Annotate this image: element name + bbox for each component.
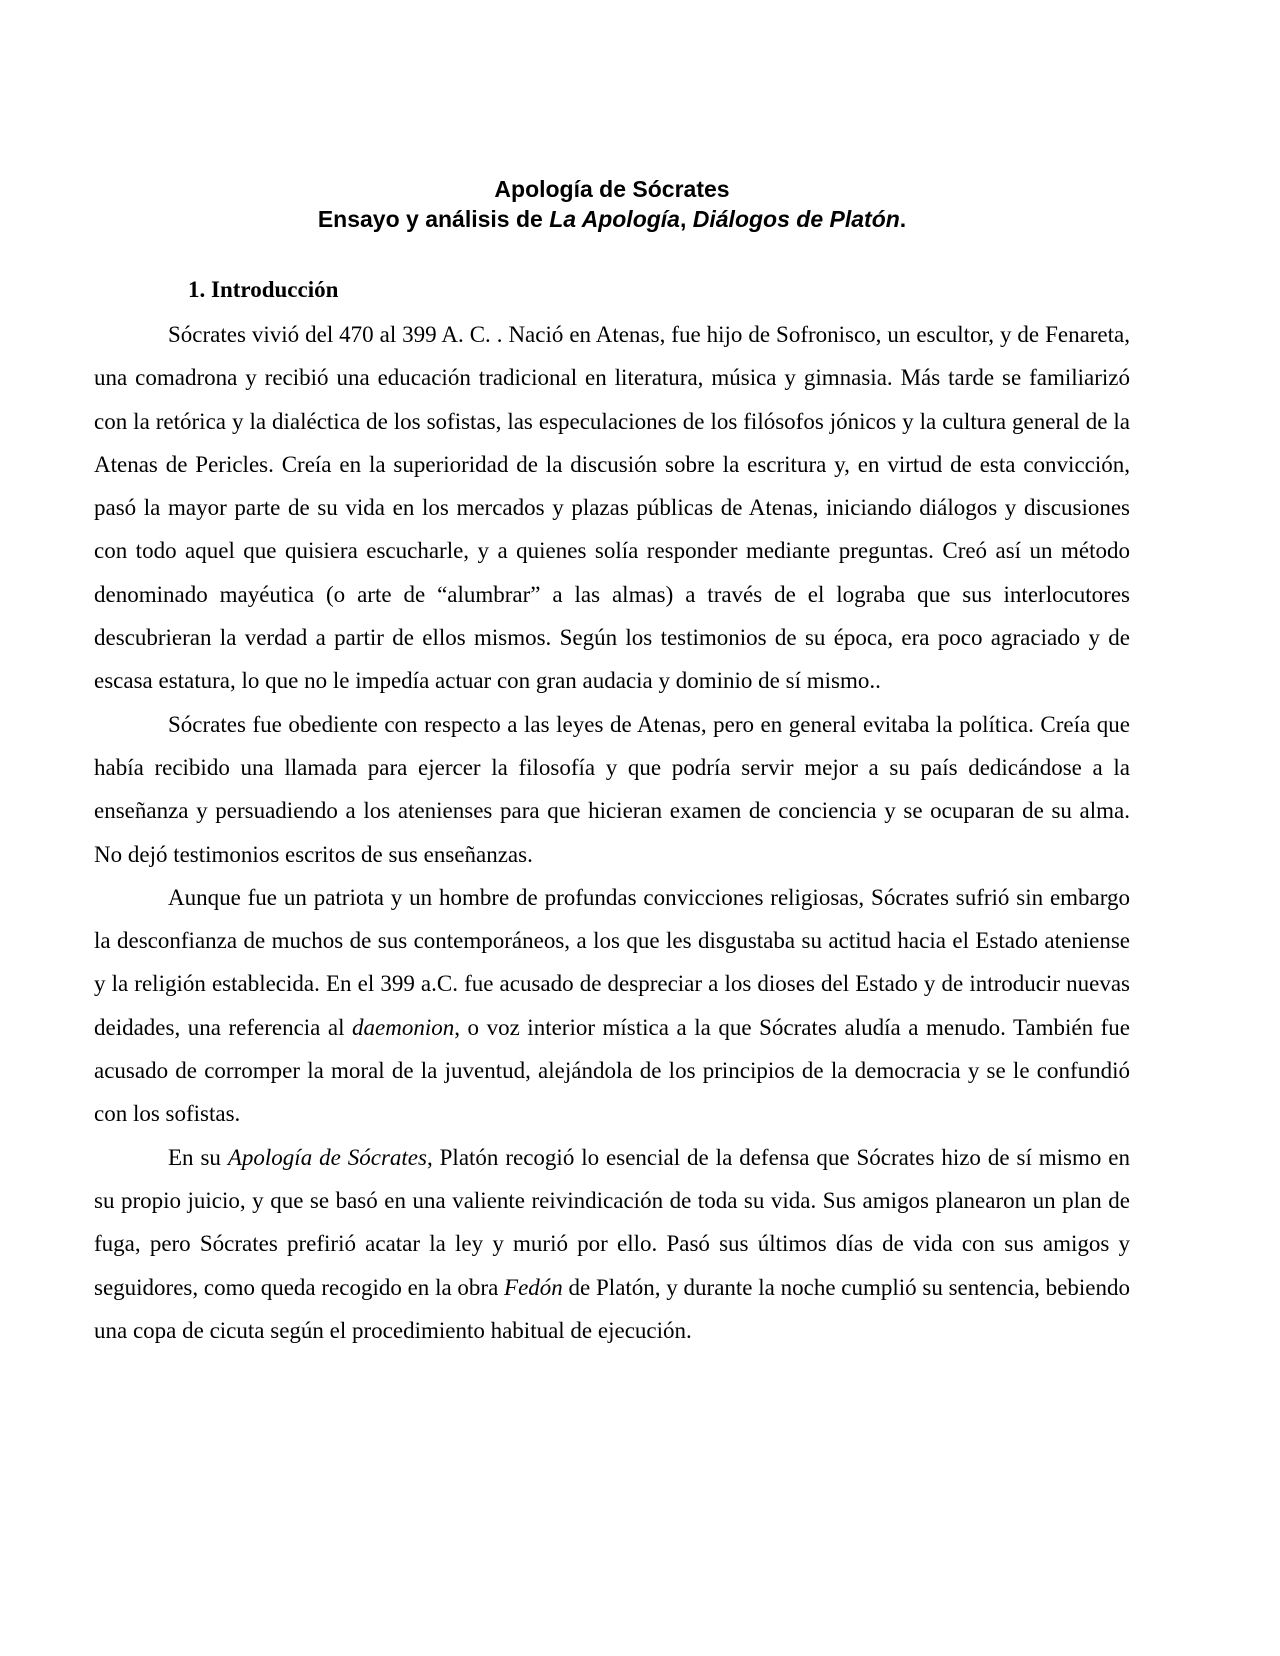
paragraph-3 <box>94 876 1130 1136</box>
subtitle-separator: , <box>679 206 693 232</box>
paragraph-2: Sócrates fue obediente con respecto a las leyes de Atenas, pero en general evitaba la política. Creía que había recibido una llamada para ejercer la filosofía y que podría servir mejor a su país dedicándose a la enseñanza y persuadiendo a los atenienses para que hicieran examen de conciencia y se ocuparan de su alma. No dejó testimonios escritos de sus enseñanzas. <box>94 711 1130 867</box>
subtitle-end: . <box>899 206 907 232</box>
subtitle-work: La Apología <box>549 206 680 232</box>
paragraph-4 <box>94 1136 1130 1352</box>
paragraph-1: Sócrates vivió del 470 al 399 A. C. . Nació en Atenas, fue hijo de Sofronisco, un escultor, y de Fenareta, una comadrona y recibió una educación tradicional en literatura, música y gimnasia. Más tarde se familiarizó con la retórica y la dialéctica de los sofistas, las especulaciones de los filósofos jónicos y la cultura general de la Atenas de Pericles. Creía en la superioridad de la discusión sobre la escritura y, en virtud de esta convicción, pasó la mayor parte de su vida en los mercados y plazas públicas de Atenas, iniciando diálogos y discusiones con todo aquel que quisiera escucharle, y a quienes solía responder mediante preguntas. Creó así un método denominado mayéutica (o arte de “alumbrar” a las almas) a través de el lograba que sus interlocutores descubrieran la verdad a partir de ellos mismos. Según los testimonios de su época, era poco agraciado y de escasa estatura, lo que no le impedía actuar con gran audacia y dominio de sí mismo.. <box>94 322 1130 694</box>
paragraph-4-text-b: , Platón recogió lo esencial de la defensa que Sócrates hizo de sí mismo en su propio juicio, y que se basó en una valiente reivindicación de toda su vida. Sus amigos planearon un plan de fuga, pero Sócrates prefirió acatar la ley y murió por ello. Pasó sus últimos días de vida con sus amigos y seguidores, como queda recogido en la obra <box>94 1144 1131 1300</box>
paragraph-3-text-b: , o voz interior mística a la que Sócrates aludía a menudo. También fue acusado de corromper la moral de la juventud, alejándola de los principios de la democracia y se le confundió con los sofistas. <box>94 1014 1130 1127</box>
paragraph-4-text-a: En su <box>168 1144 228 1170</box>
subtitle-prefix: Ensayo y análisis de <box>317 206 550 232</box>
section-heading: 1. Introducción <box>188 277 339 302</box>
paragraph-4-italic-1: Apología de Sócrates <box>227 1144 427 1170</box>
paragraph-3-text-a: Aunque fue un patriota y un hombre de profundas convicciones religiosas, Sócrates sufrió sin embargo la desconfianza de muchos de sus contemporáneos, a los que les disgustaba su actitud hacia el Estado ateniense y la religión establecida. En el 399 a.C. fue acusado de despreciar a los dioses del Estado y de introducir nuevas deidades, una referencia al <box>94 884 1130 1040</box>
paragraph-4-text-c: de Platón, y durante la noche cumplió su sentencia, bebiendo una copa de cicuta según el procedimiento habitual de ejecución. <box>94 1274 1130 1343</box>
title-block <box>94 174 1130 234</box>
body-text <box>94 313 1130 1352</box>
paragraph-3-italic: daemonion <box>352 1014 455 1040</box>
document-title: Apología de Sócrates <box>494 176 730 202</box>
paragraph-4-italic-2: Fedón <box>504 1274 563 1300</box>
subtitle-collection: Diálogos de Platón <box>692 206 900 232</box>
document-subtitle <box>94 204 1130 234</box>
